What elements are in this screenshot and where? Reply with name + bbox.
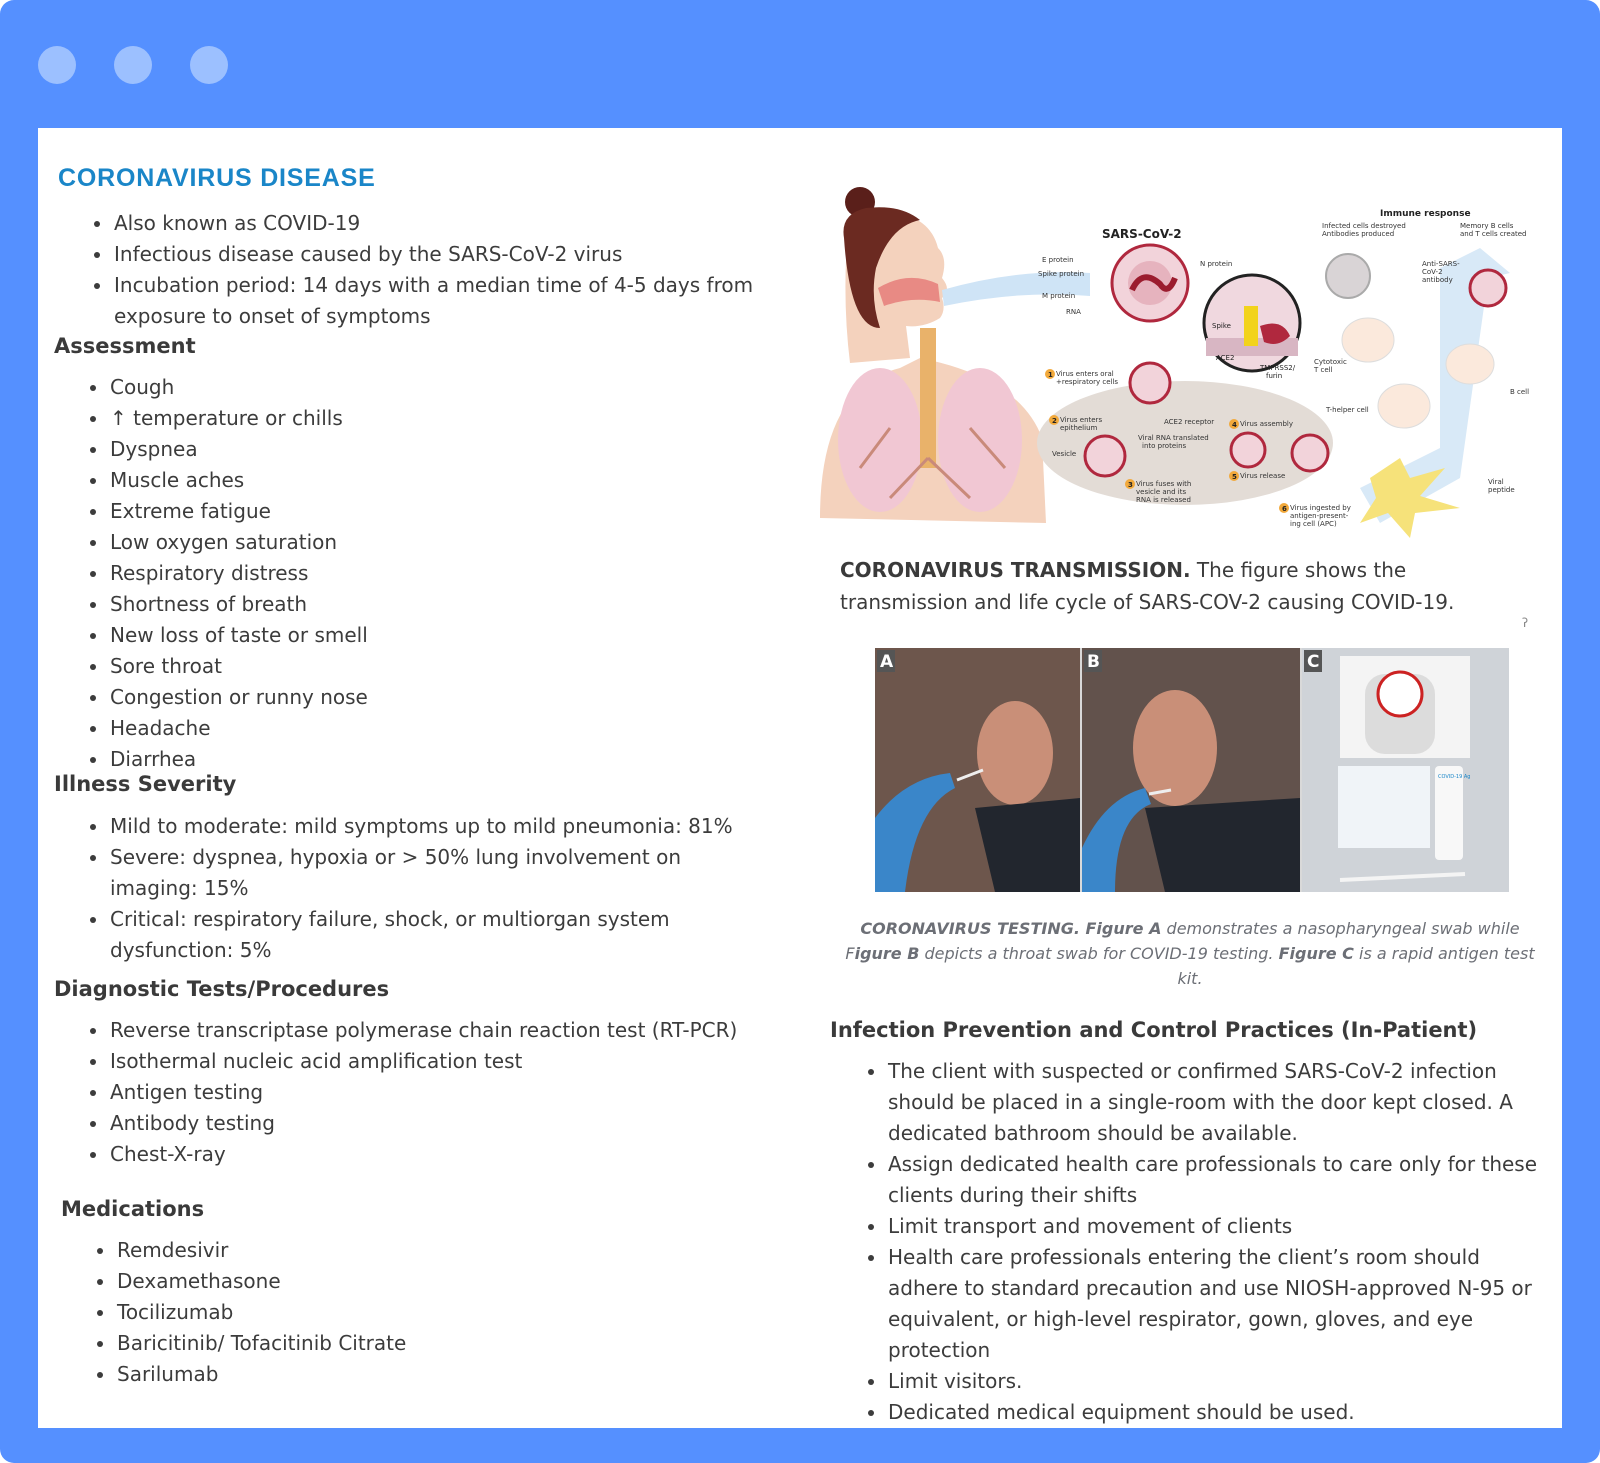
medications-list <box>95 1235 695 1390</box>
list-item: Antibody testing <box>88 1108 778 1139</box>
photo-kit-label: COVID-19 Ag <box>1438 774 1471 780</box>
window-dot-minimize[interactable] <box>114 46 152 84</box>
diagram-label-bcell: B cell <box>1510 388 1530 396</box>
list-item: New loss of taste or smell <box>88 620 738 651</box>
diagram-legend1: Infected cells destroyed <box>1322 222 1406 230</box>
testing-caption <box>840 916 1540 991</box>
step-number-1: 1 <box>1048 371 1053 379</box>
photo-label-c: C <box>1307 652 1320 672</box>
diagram-label-step3: Virus fuses with <box>1136 480 1192 488</box>
list-item: Tocilizumab <box>95 1297 695 1328</box>
step-number-6: 6 <box>1282 505 1287 513</box>
diagram-label-spike-protein: Spike protein <box>1038 270 1085 278</box>
testing-caption-p2: demonstrates a nasopharyngeal swab while F <box>845 919 1520 963</box>
antibody-virion-icon <box>1470 270 1506 306</box>
diagram-legend4: and T cells created <box>1460 230 1527 238</box>
list-item: Antigen testing <box>88 1077 778 1108</box>
list-item: Incubation period: 14 days with a median time of 4-5 days from exposure to onset of symptoms <box>92 270 772 332</box>
severity-list <box>88 811 768 966</box>
diagram-label-step3b: vesicle and its <box>1136 488 1187 496</box>
step-number-4: 4 <box>1232 421 1237 429</box>
diagram-label-step6: Virus ingested by <box>1290 504 1351 512</box>
list-item: Respiratory distress <box>88 558 738 589</box>
diagram-label-thelper: T-helper cell <box>1326 406 1369 414</box>
t-helper-cell-icon <box>1378 384 1430 428</box>
diagnostics-list <box>88 1015 778 1170</box>
diagram-label-step2: Virus enters <box>1060 416 1103 424</box>
diagram-label-step4: Virus assembly <box>1240 420 1294 428</box>
virion-entering-icon <box>1130 363 1170 403</box>
list-item: Critical: respiratory failure, shock, or multiorgan system dysfunction: 5% <box>88 904 768 966</box>
diagram-label-anti3: antibody <box>1422 276 1453 284</box>
right-column <box>800 128 1562 1428</box>
intro-list <box>92 208 772 332</box>
diagram-label-tcell: T cell <box>1314 366 1333 374</box>
list-item: Mild to moderate: mild symptoms up to mild pneumonia: 81% <box>88 811 768 842</box>
infected-cell-icon <box>1326 254 1370 298</box>
diagram-label-step3c: RNA is released <box>1136 496 1191 504</box>
diagram-label-immune: Immune response <box>1380 209 1471 219</box>
list-item: Cough <box>88 372 738 403</box>
diagram-label-anti2: CoV-2 <box>1422 268 1443 276</box>
diagram-label-e-protein: E protein <box>1042 256 1074 264</box>
step-number-5: 5 <box>1232 473 1237 481</box>
transmission-diagram <box>820 178 1562 548</box>
testing-caption-p4: depicts a throat swab for COVID-19 testing. <box>919 944 1279 963</box>
diagram-label-m-protein: M protein <box>1042 292 1076 300</box>
virion-vesicle-icon <box>1085 436 1125 476</box>
list-item: Remdesivir <box>95 1235 695 1266</box>
diagram-label-viral-rna2: into proteins <box>1142 442 1187 450</box>
diagram-label-anti: Anti-SARS- <box>1422 260 1460 268</box>
diagnostics-heading: Diagnostic Tests/Procedures <box>54 977 390 1001</box>
diagram-label-step1b: +respiratory cells <box>1056 378 1119 386</box>
step-number-2: 2 <box>1052 417 1057 425</box>
b-cell-icon <box>1446 344 1494 384</box>
testing-caption-p6: is a rapid antigen test kit. <box>1177 944 1535 988</box>
list-item: Limit visitors. <box>866 1366 1546 1397</box>
photo-panel-c <box>1302 648 1509 892</box>
list-item: Severe: dyspnea, hypoxia or > 50% lung involvement on imaging: 15% <box>88 842 768 904</box>
list-item: Dexamethasone <box>95 1266 695 1297</box>
diagram-legend2: Antibodies produced <box>1322 230 1395 238</box>
list-item: Sore throat <box>88 651 738 682</box>
list-item: Shortness of breath <box>88 589 738 620</box>
list-item: Dyspnea <box>88 434 738 465</box>
diagram-label-ace2-receptor: ACE2 receptor <box>1164 418 1215 426</box>
photo-label-b: B <box>1087 652 1100 672</box>
step-number-3: 3 <box>1128 481 1133 489</box>
photo-panel-a <box>875 648 1080 892</box>
list-item: ↑ temperature or chills <box>88 403 738 434</box>
diagram-label-furin: furin <box>1266 372 1283 380</box>
sars-cov-2-virion-icon <box>1112 245 1188 321</box>
diagram-label-ace2: ACE2 <box>1216 354 1235 362</box>
diagram-label-step2b: epithelium <box>1060 424 1098 432</box>
testing-caption-p3: igure B <box>854 944 920 963</box>
list-item: Muscle aches <box>88 465 738 496</box>
list-item: Limit transport and movement of clients <box>866 1211 1546 1242</box>
list-item: Also known as COVID-19 <box>92 208 772 239</box>
page-title: CORONAVIRUS DISEASE <box>58 164 376 192</box>
left-column <box>38 128 808 1428</box>
virion-assembly-icon <box>1231 433 1265 467</box>
diagram-label-spike: Spike <box>1212 322 1231 330</box>
diagram-label-cytotoxic: Cytotoxic <box>1314 358 1347 366</box>
diagram-label-viral-rna: Viral RNA translated <box>1138 434 1209 442</box>
list-item: Health care professionals entering the client’s room should adhere to standard precaution and use NIOSH-approved N-95 or equivalent, or high-level respirator, gown, gloves, and eye protection <box>866 1242 1546 1366</box>
diagram-label-step6b: antigen-present- <box>1290 512 1349 520</box>
list-item: Isothermal nucleic acid amplification test <box>88 1046 778 1077</box>
medications-heading: Medications <box>61 1197 205 1221</box>
cytotoxic-cell-icon <box>1342 318 1394 362</box>
diagram-label-sars: SARS-CoV-2 <box>1102 227 1182 241</box>
diagram-label-peptide: peptide <box>1488 486 1515 494</box>
window-dot-close[interactable] <box>38 46 76 84</box>
diagram-label-viral: Viral <box>1488 478 1504 486</box>
diagram-label-step5: Virus release <box>1240 472 1286 480</box>
list-item: Assign dedicated health care professionals to care only for these clients during their shifts <box>866 1149 1546 1211</box>
list-item: Chest-X-ray <box>88 1139 778 1170</box>
testing-caption-p5: Figure C <box>1278 944 1354 963</box>
list-item: Diarrhea <box>88 744 738 775</box>
list-item: Baricitinib/ Tofacitinib Citrate <box>95 1328 695 1359</box>
list-item: Congestion or runny nose <box>88 682 738 713</box>
assessment-heading: Assessment <box>54 334 196 358</box>
document-sheet <box>38 128 1562 1428</box>
window-dot-maximize[interactable] <box>190 46 228 84</box>
diagram-legend3: Memory B cells <box>1460 222 1514 230</box>
list-item: Sarilumab <box>95 1359 695 1390</box>
diagram-label-step6c: ing cell (APC) <box>1290 520 1337 528</box>
list-item: The client with suspected or confirmed SARS-CoV-2 infection should be placed in a single-room with the door kept closed. A dedicated bathroom should be available. <box>866 1056 1546 1149</box>
testing-photos <box>875 648 1509 892</box>
diagram-label-step1: Virus enters oral <box>1056 370 1114 378</box>
diagram-label-rna: RNA <box>1066 308 1081 316</box>
photo-panel-b <box>1082 648 1300 892</box>
prevention-list <box>866 1056 1546 1428</box>
diagram-label-tmprss: TMPRSS2/ <box>1260 364 1296 372</box>
person-figure-icon <box>820 187 1046 523</box>
list-item: Reverse transcriptase polymerase chain reaction test (RT-PCR) <box>88 1015 778 1046</box>
severity-heading: Illness Severity <box>54 772 237 796</box>
transmission-caption <box>840 554 1540 618</box>
list-item: Infectious disease caused by the SARS-CoV-2 virus <box>92 239 772 270</box>
assessment-list <box>88 372 738 775</box>
testing-caption-p1: CORONAVIRUS TESTING. Figure A <box>860 919 1162 938</box>
diagram-label-n-protein: N protein <box>1200 260 1233 268</box>
list-item: Dedicated medical equipment should be used. <box>866 1397 1546 1428</box>
list-item: Extreme fatigue <box>88 496 738 527</box>
photo-label-a: A <box>880 652 894 672</box>
stray-mark: ʔ <box>1522 616 1529 630</box>
list-item: Headache <box>88 713 738 744</box>
list-item: Low oxygen saturation <box>88 527 738 558</box>
transmission-caption-text: The figure shows the transmission and life cycle of SARS-COV-2 causing COVID-19. <box>840 558 1455 614</box>
prevention-heading: Infection Prevention and Control Practices (In-Patient) <box>830 1018 1478 1042</box>
virion-release-icon <box>1292 435 1328 471</box>
transmission-caption-bold: CORONAVIRUS TRANSMISSION. <box>840 558 1191 582</box>
diagram-label-vesicle: Vesicle <box>1052 450 1077 458</box>
